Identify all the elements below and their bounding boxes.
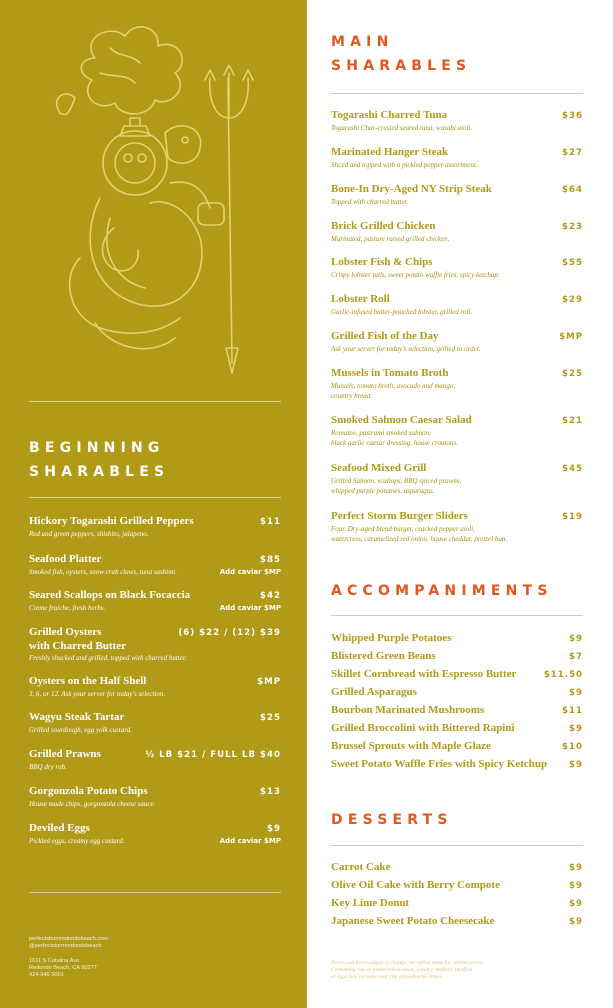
item-price: $23 — [562, 222, 583, 232]
desserts-list — [331, 861, 583, 933]
item-price: $9 — [569, 724, 583, 734]
item-price: $85 — [260, 555, 281, 565]
item-price: $13 — [260, 787, 281, 797]
item-name: Deviled Eggs — [29, 822, 90, 834]
divider — [331, 845, 583, 846]
item-price: $MP — [257, 677, 281, 687]
menu-item — [331, 109, 583, 133]
item-description: 3, 6, or 12. Ask your server for today's selection. — [29, 690, 166, 698]
item-name: Marinated Hanger Steak — [331, 146, 449, 158]
item-name: Brick Grilled Chicken — [331, 220, 436, 232]
item-description: Red and green peppers, shishito, jalapeno. — [29, 530, 149, 538]
item-price: $7 — [569, 652, 583, 662]
item-name: Seared Scallops on Black Focaccia — [29, 589, 191, 601]
list-item — [331, 722, 583, 740]
item-name: Oysters on the Half Shell — [29, 675, 147, 687]
item-description: Ask your server for today's selection, grilled to order. — [331, 345, 481, 353]
social-handle: @perfectstormredondobeach — [29, 943, 102, 949]
item-price: (6) $22 / (12) $39 — [178, 628, 281, 638]
item-name: Togarashi Charred Tuna — [331, 109, 448, 121]
menu-item — [331, 146, 583, 170]
item-name: Whipped Purple Potatoes — [331, 632, 452, 644]
menu-item — [331, 220, 583, 244]
item-name: Skillet Cornbread with Espresso Butter — [331, 668, 517, 680]
item-description: Four. Dry-aged blend burger, cracked pepper aioli, — [331, 525, 475, 533]
menu-item — [331, 367, 583, 401]
item-name: Grilled Oysters — [29, 626, 102, 638]
item-name: Lobster Fish & Chips — [331, 256, 433, 268]
item-name: Sweet Potato Waffle Fries with Spicy Ketchup — [331, 758, 548, 770]
item-addon: Add caviar $MP — [219, 568, 281, 576]
item-price: $9 — [267, 824, 281, 834]
menu-item — [29, 553, 281, 577]
item-description: Topped with charred butter. — [331, 198, 409, 206]
item-price: $25 — [562, 369, 583, 379]
list-item — [331, 897, 583, 915]
item-description: Togarashi Char-crusted seared tuna, wasabi aioli. — [331, 124, 473, 132]
menu-item — [331, 330, 583, 354]
item-name: Grilled Fish of the Day — [331, 330, 439, 342]
menu-item — [331, 510, 583, 544]
item-description-line2: country bread. — [331, 392, 372, 400]
item-name: Smoked Salmon Caesar Salad — [331, 414, 472, 426]
address-line2: Redondo Beach, CA 90277 — [29, 965, 97, 971]
item-name: Carrot Cake — [331, 861, 391, 873]
divider — [29, 892, 281, 893]
diver-with-trident-illustration — [40, 18, 270, 378]
beginning-title-line1: BEGINNING — [29, 440, 165, 456]
item-price: $29 — [562, 295, 583, 305]
item-description-line2: black garlic caesar dressing, house croutons. — [331, 439, 458, 447]
item-name: Lobster Roll — [331, 293, 390, 305]
item-name: Japanese Sweet Potato Cheesecake — [331, 915, 495, 927]
item-price: $36 — [562, 111, 583, 121]
menu-item — [331, 256, 583, 280]
item-description: House made chips, gorgonzola cheese sauce. — [29, 800, 156, 808]
menu-item — [29, 675, 281, 699]
menu-item — [29, 589, 281, 613]
item-name: Bourbon Marinated Mushrooms — [331, 704, 485, 716]
list-item — [331, 915, 583, 933]
item-price: $9 — [569, 881, 583, 891]
item-description-line2: whipped purple potatoes, asparagus. — [331, 487, 435, 495]
list-item — [331, 704, 583, 722]
list-item — [331, 668, 583, 686]
item-price: ½ LB $21 / FULL LB $40 — [145, 750, 281, 760]
item-description: BBQ dry rub. — [29, 763, 67, 771]
item-price: $42 — [260, 591, 281, 601]
item-price: $64 — [562, 185, 583, 195]
list-item — [331, 740, 583, 758]
disclaimer — [331, 960, 484, 981]
item-price: $11.50 — [543, 670, 583, 680]
menu-item — [331, 183, 583, 207]
menu-item — [29, 711, 281, 735]
item-description: Grilled Salmon, scallops, BBQ spiced prawns, — [331, 477, 462, 485]
accompaniments-list — [331, 632, 583, 776]
disclaimer-line2: Consuming raw or undercooked meats, poultry, seafood, shellfish — [331, 967, 473, 973]
item-name: Olive Oil Cake with Berry Compote — [331, 879, 500, 891]
menu-item — [29, 822, 281, 846]
item-price: $9 — [569, 917, 583, 927]
item-description-line2: watercress, caramelized red onion, house cheddar, pretzel bun. — [331, 535, 508, 543]
divider — [331, 615, 583, 616]
list-item — [331, 879, 583, 897]
address-line1: 1611 S Catalina Ave — [29, 958, 80, 964]
item-name: Mussels in Tomato Broth — [331, 367, 449, 379]
list-item — [331, 686, 583, 704]
item-name: Hickory Togarashi Grilled Peppers — [29, 515, 194, 527]
disclaimer-line1: Prices and items subject to change, see online menu for current prices. — [331, 960, 484, 966]
item-price: $MP — [559, 332, 583, 342]
right-panel — [307, 0, 613, 1008]
item-description: Creme fraiche, fresh herbs. — [29, 604, 106, 612]
phone-number: 424-946-9001 — [29, 972, 64, 978]
item-name: Gorgonzola Potato Chips — [29, 785, 148, 797]
item-price: $11 — [260, 517, 281, 527]
item-description: Mussels, tomato broth, avocado and mango, — [331, 382, 456, 390]
item-name: Grilled Broccolini with Bittered Rapini — [331, 722, 515, 734]
menu-item — [331, 414, 583, 448]
item-name: Seafood Mixed Grill — [331, 462, 427, 474]
main-title-line2: SHARABLES — [331, 58, 472, 74]
menu-item — [29, 515, 281, 539]
divider — [29, 401, 281, 402]
desserts-title: DESSERTS — [331, 812, 453, 828]
beginning-title-line2: SHARABLES — [29, 464, 170, 480]
main-title-line1: MAIN — [331, 34, 394, 50]
menu-item — [331, 293, 583, 317]
item-description: Pickled eggs, creamy egg custard. — [29, 837, 125, 845]
item-description: Romaine, pastrami smoked salmon, — [331, 429, 431, 437]
item-price: $19 — [562, 512, 583, 522]
item-price: $45 — [562, 464, 583, 474]
menu-item — [29, 785, 281, 809]
menu-item — [29, 626, 281, 663]
menu-item — [331, 462, 583, 496]
accompaniments-title: ACCOMPANIMENTS — [331, 583, 553, 599]
item-price: $10 — [562, 742, 583, 752]
item-name: Grilled Asparagus — [331, 686, 417, 698]
item-price: $27 — [562, 148, 583, 158]
item-price: $9 — [569, 688, 583, 698]
list-item — [331, 758, 583, 776]
item-name: Wagyu Steak Tartar — [29, 711, 125, 723]
item-price: $9 — [569, 899, 583, 909]
list-item — [331, 650, 583, 668]
item-name: Bone-In Dry-Aged NY Strip Steak — [331, 183, 492, 195]
item-name: Key Lime Donut — [331, 897, 410, 909]
item-description: Crispy lobster tails, sweet potato waffle fries, spicy ketchup. — [331, 271, 500, 279]
item-price: $25 — [260, 713, 281, 723]
item-name: Blistered Green Beans — [331, 650, 436, 662]
item-price: $9 — [569, 634, 583, 644]
item-price: $9 — [569, 760, 583, 770]
item-price: $21 — [562, 416, 583, 426]
website-link[interactable]: perfectstormredondobeach.com — [29, 936, 108, 942]
item-name-line2: with Charred Butter — [29, 640, 126, 652]
item-addon: Add caviar $MP — [219, 604, 281, 612]
divider — [29, 497, 281, 498]
item-name: Brussel Sprouts with Maple Glaze — [331, 740, 491, 752]
item-price: $55 — [562, 258, 583, 268]
item-description: Smoked fish, oysters, snow crab claws, tuna sashimi. — [29, 568, 177, 576]
item-description: Sliced and topped with a pickled pepper assortment. — [331, 161, 478, 169]
item-description: Marinated, pasture raised grilled chicken. — [331, 235, 450, 243]
list-item — [331, 861, 583, 879]
item-name: Seafood Platter — [29, 553, 102, 565]
item-price: $9 — [569, 863, 583, 873]
list-item — [331, 632, 583, 650]
menu-item — [29, 748, 281, 772]
item-description: Freshly shucked and grilled, topped with charred butter. — [29, 654, 187, 662]
item-description: Grilled sourdough, egg yolk custard. — [29, 726, 132, 734]
item-description: Garlic-infused butter-poached lobster, grilled roll. — [331, 308, 473, 316]
divider — [331, 93, 583, 94]
item-addon: Add caviar $MP — [219, 837, 281, 845]
item-name: Grilled Prawns — [29, 748, 101, 760]
item-price: $11 — [562, 706, 583, 716]
disclaimer-line3: or eggs may increase your risk of foodborne illness — [331, 974, 442, 980]
item-name: Perfect Storm Burger Sliders — [331, 510, 468, 522]
